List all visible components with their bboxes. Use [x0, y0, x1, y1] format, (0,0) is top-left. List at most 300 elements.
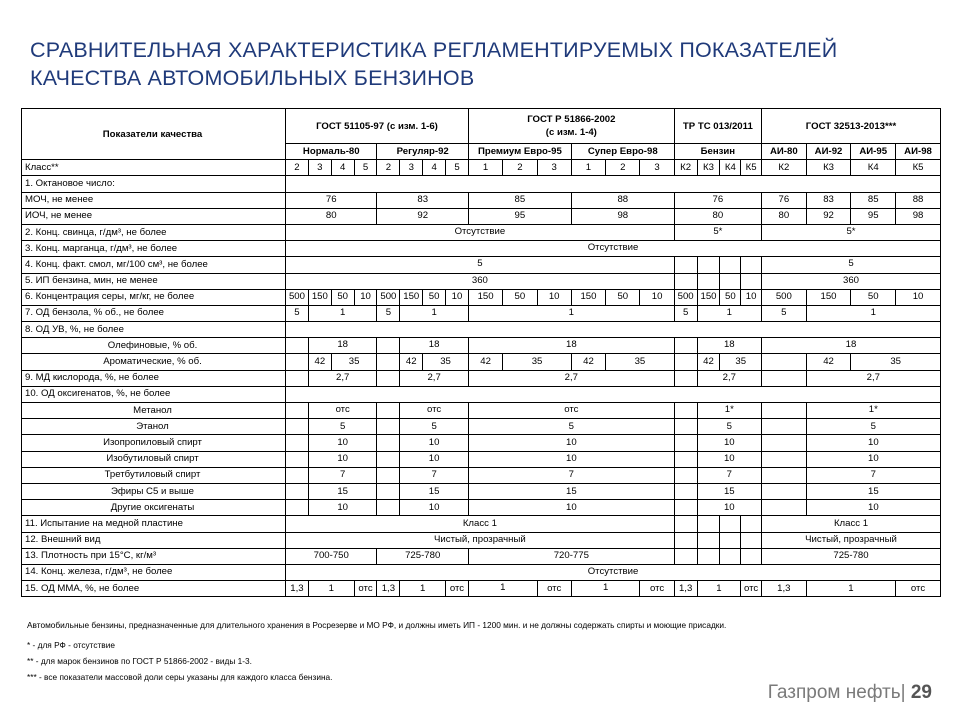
table-cell: 1,3 [377, 581, 400, 597]
table-cell: 7 [400, 467, 469, 483]
row-label: Этанол [22, 419, 286, 435]
table-cell: 50 [606, 289, 640, 305]
table-cell [674, 338, 697, 354]
table-cell [674, 403, 697, 419]
table-cell: 42 [697, 354, 720, 370]
table-cell [741, 548, 762, 564]
table-cell [762, 451, 807, 467]
table-cell: 80 [762, 208, 807, 224]
row-label: Изобутиловый спирт [22, 451, 286, 467]
table-cell: Чистый, прозрачный [762, 532, 941, 548]
table-cell: 2,7 [468, 370, 674, 386]
table-row [22, 419, 941, 435]
table-cell: отс [537, 581, 571, 597]
table-cell [741, 257, 762, 273]
table-cell: 150 [468, 289, 502, 305]
table-cell: 10 [806, 451, 940, 467]
table-cell: 1* [697, 403, 761, 419]
table-cell [377, 403, 400, 419]
table-cell: 1 [468, 305, 674, 321]
table-cell: 42 [806, 354, 851, 370]
table-cell [762, 435, 807, 451]
table-row [22, 548, 941, 564]
table-cell: Отсутствие [286, 241, 941, 257]
table-cell: 5* [674, 224, 761, 240]
table-cell [720, 257, 741, 273]
page-title [30, 36, 930, 92]
table-row [22, 386, 941, 402]
table-cell: 10 [354, 289, 377, 305]
table-cell: отс [400, 403, 469, 419]
footer [768, 682, 932, 704]
table-cell: 35 [503, 354, 572, 370]
row-label: 11. Испытание на медной пластине [22, 516, 286, 532]
row-label: 14. Конц. железа, г/дм³, не более [22, 564, 286, 580]
table-cell: АИ-98 [896, 144, 941, 160]
table-cell [762, 483, 807, 499]
table-cell: 18 [697, 338, 761, 354]
table-cell: 5 [468, 419, 674, 435]
table-cell: 2,7 [400, 370, 469, 386]
title-line-1: СРАВНИТЕЛЬНАЯ ХАРАКТЕРИСТИКА РЕГЛАМЕНТИРУЕМЫХ ПОКАЗАТЕЛЕЙ [30, 38, 838, 62]
table-cell [720, 516, 741, 532]
table-cell: 150 [400, 289, 423, 305]
table-cell: 700-750 [286, 548, 377, 564]
table-cell [762, 467, 807, 483]
table-cell: 18 [308, 338, 377, 354]
table-cell: 725-780 [377, 548, 468, 564]
table-cell: 3 [308, 160, 331, 176]
table-cell: 35 [720, 354, 762, 370]
footnote-2: ** - для марок бензинов по ГОСТ Р 51866-2002 - виды 1-3. [27, 656, 252, 666]
table-cell [674, 500, 697, 516]
table-cell: 500 [674, 289, 697, 305]
table-row [22, 564, 941, 580]
table-cell [286, 354, 309, 370]
row-label: 1. Октановое число: [22, 176, 286, 192]
row-label: Изопропиловый спирт [22, 435, 286, 451]
table-cell: 7 [806, 467, 940, 483]
table-cell [720, 548, 741, 564]
table-cell: Отсутствие [286, 564, 941, 580]
table-cell: 88 [571, 192, 674, 208]
row-label: 6. Концентрация серы, мг/кг, не более [22, 289, 286, 305]
table-cell: 80 [286, 208, 377, 224]
table-cell: Бензин [674, 144, 761, 160]
table-cell: 150 [308, 289, 331, 305]
table-cell [720, 532, 741, 548]
table-cell [286, 500, 309, 516]
table-cell: 10 [896, 289, 941, 305]
table-cell: 10 [308, 451, 377, 467]
table-cell: 80 [674, 208, 761, 224]
table-cell: ТР ТС 013/2011 [674, 109, 761, 144]
table-cell [674, 467, 697, 483]
table-cell: Премиум Евро-95 [468, 144, 571, 160]
table-row [22, 338, 941, 354]
row-label: 2. Конц. свинца, г/дм³, не более [22, 224, 286, 240]
table-cell [674, 451, 697, 467]
table-cell: 2,7 [308, 370, 377, 386]
table-cell: 10 [697, 435, 761, 451]
table-cell: К3 [697, 160, 720, 176]
table-cell: 10 [806, 500, 940, 516]
table-cell: 5 [308, 419, 377, 435]
table-cell: 50 [331, 289, 354, 305]
table-cell: К5 [896, 160, 941, 176]
table-cell: 500 [377, 289, 400, 305]
row-label: Ароматические, % об. [22, 354, 286, 370]
table-cell [286, 370, 309, 386]
table-cell [762, 403, 807, 419]
table-cell: Чистый, прозрачный [286, 532, 675, 548]
table-cell: ГОСТ Р 51866-2002 (с изм. 1-4) [468, 109, 674, 144]
table-cell: 35 [851, 354, 941, 370]
table-cell: 5 [697, 419, 761, 435]
table-cell: 10 [400, 435, 469, 451]
row-label: 5. ИП бензина, мин, не менее [22, 273, 286, 289]
table-cell [762, 419, 807, 435]
table-cell: 35 [423, 354, 469, 370]
table-cell: 10 [537, 289, 571, 305]
table-cell [674, 532, 697, 548]
table-cell: 85 [468, 192, 571, 208]
table-cell: 1 [468, 160, 502, 176]
table-cell: 50 [720, 289, 741, 305]
table-row [22, 322, 941, 338]
row-label: Другие оксигенаты [22, 500, 286, 516]
table-row [22, 241, 941, 257]
table-cell [377, 338, 400, 354]
table-cell: 50 [503, 289, 537, 305]
table-cell: 7 [468, 467, 674, 483]
table-cell: 5 [354, 160, 377, 176]
row-label: Класс** [22, 160, 286, 176]
table-cell [377, 435, 400, 451]
table-cell: 1 [697, 581, 741, 597]
table-cell: 1,3 [762, 581, 807, 597]
footer-separator: | [900, 682, 906, 703]
row-label: 15. ОД ММА, %, не более [22, 581, 286, 597]
table-cell: 150 [697, 289, 720, 305]
table-row [22, 289, 941, 305]
table-cell: 92 [806, 208, 851, 224]
table-cell: 4 [423, 160, 446, 176]
table-cell: 2 [377, 160, 400, 176]
table-cell: 5 [762, 257, 941, 273]
row-label: Показатели качества [22, 109, 286, 160]
table-row [22, 532, 941, 548]
table-cell [674, 370, 697, 386]
table-cell: К2 [674, 160, 697, 176]
table-cell [674, 257, 697, 273]
table-row [22, 273, 941, 289]
table-cell: Супер Евро-98 [571, 144, 674, 160]
table-cell: 10 [400, 451, 469, 467]
table-cell: ГОСТ 32513-2013*** [762, 109, 941, 144]
table-cell: 10 [468, 500, 674, 516]
table-row [22, 224, 941, 240]
table-cell: 10 [308, 500, 377, 516]
table-cell: 42 [571, 354, 605, 370]
table-cell: 50 [423, 289, 446, 305]
table-cell: 95 [468, 208, 571, 224]
table-cell [697, 516, 720, 532]
row-label: 12. Внешний вид [22, 532, 286, 548]
table-cell: К5 [741, 160, 762, 176]
table-cell: 18 [400, 338, 469, 354]
table-cell: 360 [762, 273, 941, 289]
table-cell: 42 [308, 354, 331, 370]
table-row [22, 516, 941, 532]
table-cell: 15 [400, 483, 469, 499]
table-cell [674, 516, 697, 532]
row-label: 3. Конц. марганца, г/дм³, не более [22, 241, 286, 257]
table-cell: отс [468, 403, 674, 419]
table-cell [674, 354, 697, 370]
table-cell: 50 [851, 289, 896, 305]
table-cell: 7 [697, 467, 761, 483]
table-cell: К4 [851, 160, 896, 176]
table-cell [741, 516, 762, 532]
table-cell: 1,3 [286, 581, 309, 597]
table-cell: 42 [400, 354, 423, 370]
table-cell: отс [446, 581, 469, 597]
table-cell: 500 [286, 289, 309, 305]
table-cell [674, 548, 697, 564]
table-cell: 5 [286, 305, 309, 321]
table-cell [762, 354, 807, 370]
table-cell: отс [308, 403, 377, 419]
table-cell: 5 [286, 257, 675, 273]
table-cell [286, 467, 309, 483]
table-cell: 4 [331, 160, 354, 176]
table-cell [741, 532, 762, 548]
table-cell [674, 435, 697, 451]
table-cell: 15 [806, 483, 940, 499]
footnotes [27, 617, 726, 685]
table-row [22, 257, 941, 273]
table-cell: 10 [308, 435, 377, 451]
table-cell: 1 [308, 581, 354, 597]
table-cell: 150 [571, 289, 605, 305]
table-cell: 150 [806, 289, 851, 305]
table-row [22, 483, 941, 499]
table-cell: 10 [741, 289, 762, 305]
row-label: ИОЧ, не менее [22, 208, 286, 224]
table-cell: 2 [286, 160, 309, 176]
table-cell [286, 403, 309, 419]
table-cell [697, 532, 720, 548]
table-cell: 7 [308, 467, 377, 483]
table-cell: 5* [762, 224, 941, 240]
table-cell [674, 419, 697, 435]
table-cell [377, 419, 400, 435]
table-cell: 10 [697, 500, 761, 516]
table-cell: 76 [762, 192, 807, 208]
table-cell: 92 [377, 208, 468, 224]
table-cell: 1 [308, 305, 377, 321]
table-cell: 15 [308, 483, 377, 499]
table-cell [286, 435, 309, 451]
row-label: 4. Конц. факт. смол, мг/100 см³, не более [22, 257, 286, 273]
table-cell: 5 [674, 305, 697, 321]
page-number: 29 [910, 682, 932, 703]
table-cell [720, 273, 741, 289]
table-cell [741, 273, 762, 289]
table-row [22, 451, 941, 467]
row-label: Олефиновые, % об. [22, 338, 286, 354]
table-cell: 10 [468, 451, 674, 467]
table-cell: 1 [400, 305, 469, 321]
table-cell: 720-775 [468, 548, 674, 564]
table-cell [286, 483, 309, 499]
table-cell: отс [640, 581, 674, 597]
table-cell: 98 [896, 208, 941, 224]
table-cell: АИ-95 [851, 144, 896, 160]
table-cell: 5 [377, 305, 400, 321]
table-row [22, 354, 941, 370]
table-cell [286, 176, 941, 192]
row-label: Эфиры С5 и выше [22, 483, 286, 499]
table-cell: 1 [468, 581, 537, 597]
table-cell [674, 483, 697, 499]
table-cell [674, 273, 697, 289]
table-cell [377, 500, 400, 516]
table-cell: 83 [377, 192, 468, 208]
table-row [22, 305, 941, 321]
table-cell: 2 [503, 160, 537, 176]
table-cell: 1 [806, 305, 940, 321]
table-cell: 360 [286, 273, 675, 289]
table-cell: 76 [674, 192, 761, 208]
table-cell: 88 [896, 192, 941, 208]
table-cell [697, 548, 720, 564]
table-row [22, 500, 941, 516]
table-cell: 15 [697, 483, 761, 499]
table-cell: 2 [606, 160, 640, 176]
table-cell: отс [896, 581, 941, 597]
table-cell [762, 500, 807, 516]
table-cell: Класс 1 [762, 516, 941, 532]
table-cell: ГОСТ 51105-97 (с изм. 1-6) [286, 109, 469, 144]
table-cell: 5 [806, 419, 940, 435]
table-cell [286, 322, 941, 338]
table-cell: 10 [806, 435, 940, 451]
footnote-main: Автомобильные бензины, предназначенные для длительного хранения в Росрезерве и МО РФ, и должны иметь ИП - 1200 мин. и не должны содержать спирты и моющие присадки. [27, 620, 727, 630]
table-cell: 1 [571, 581, 640, 597]
row-label: 9. МД кислорода, %, не более [22, 370, 286, 386]
table-cell: 2,7 [697, 370, 761, 386]
table-cell: Отсутствие [286, 224, 675, 240]
table-cell: 5 [400, 419, 469, 435]
table-cell [762, 370, 807, 386]
row-label: 7. ОД бензола, % об., не более [22, 305, 286, 321]
table-cell: 10 [697, 451, 761, 467]
table-cell: 35 [606, 354, 675, 370]
table-row [22, 467, 941, 483]
comparison-table [21, 108, 941, 597]
row-label: 13. Плотность при 15°С, кг/м³ [22, 548, 286, 564]
table-cell: 35 [331, 354, 377, 370]
title-line-2: КАЧЕСТВА АВТОМОБИЛЬНЫХ БЕНЗИНОВ [30, 66, 475, 90]
table-row [22, 403, 941, 419]
table-cell [286, 338, 309, 354]
table-cell: Регуляр-92 [377, 144, 468, 160]
table-cell: 3 [400, 160, 423, 176]
table-cell: 10 [640, 289, 674, 305]
table-cell: 15 [468, 483, 674, 499]
table-cell: отс [354, 581, 377, 597]
table-row [22, 581, 941, 597]
footnote-1: * - для РФ - отсутствие [27, 640, 115, 650]
table-row [22, 192, 941, 208]
table-cell: Нормаль-80 [286, 144, 377, 160]
table-cell: 1,3 [674, 581, 697, 597]
table-cell: К4 [720, 160, 741, 176]
row-label: Метанол [22, 403, 286, 419]
table-cell [697, 273, 720, 289]
table-cell: 83 [806, 192, 851, 208]
table-row [22, 109, 941, 144]
row-label: 8. ОД УВ, %, не более [22, 322, 286, 338]
table-cell: отс [741, 581, 762, 597]
table-row [22, 160, 941, 176]
row-label: МОЧ, не менее [22, 192, 286, 208]
table-cell [377, 467, 400, 483]
table-cell [377, 483, 400, 499]
table-row [22, 176, 941, 192]
table-cell [377, 370, 400, 386]
table-cell: 42 [468, 354, 502, 370]
table-cell: 1 [400, 581, 446, 597]
table-cell: 3 [640, 160, 674, 176]
table-cell: 18 [468, 338, 674, 354]
table-cell: 500 [762, 289, 807, 305]
table-cell: 98 [571, 208, 674, 224]
table-cell: 85 [851, 192, 896, 208]
table-cell: 95 [851, 208, 896, 224]
table-cell: 76 [286, 192, 377, 208]
table-row [22, 208, 941, 224]
table-cell: 1 [806, 581, 895, 597]
table-cell [697, 257, 720, 273]
table-cell: К3 [806, 160, 851, 176]
table-cell [286, 419, 309, 435]
footnote-3: *** - все показатели массовой доли серы указаны для каждого класса бензина. [27, 672, 333, 682]
table-cell [286, 451, 309, 467]
table-row [22, 370, 941, 386]
table-cell: АИ-80 [762, 144, 807, 160]
table-cell: К2 [762, 160, 807, 176]
table-cell: 10 [468, 435, 674, 451]
table-cell [377, 354, 400, 370]
table-cell: 1 [571, 160, 605, 176]
table-cell: Класс 1 [286, 516, 675, 532]
table-cell: 18 [762, 338, 941, 354]
row-label: 10. ОД оксигенатов, %, не более [22, 386, 286, 402]
table-cell: 1* [806, 403, 940, 419]
table-cell: 2,7 [806, 370, 940, 386]
row-label: Третбутиловый спирт [22, 467, 286, 483]
table-cell: 725-780 [762, 548, 941, 564]
table-cell: АИ-92 [806, 144, 851, 160]
table-cell [286, 386, 941, 402]
table-cell: 3 [537, 160, 571, 176]
table-cell: 10 [400, 500, 469, 516]
table-cell: 1 [697, 305, 761, 321]
table-cell: 10 [446, 289, 469, 305]
